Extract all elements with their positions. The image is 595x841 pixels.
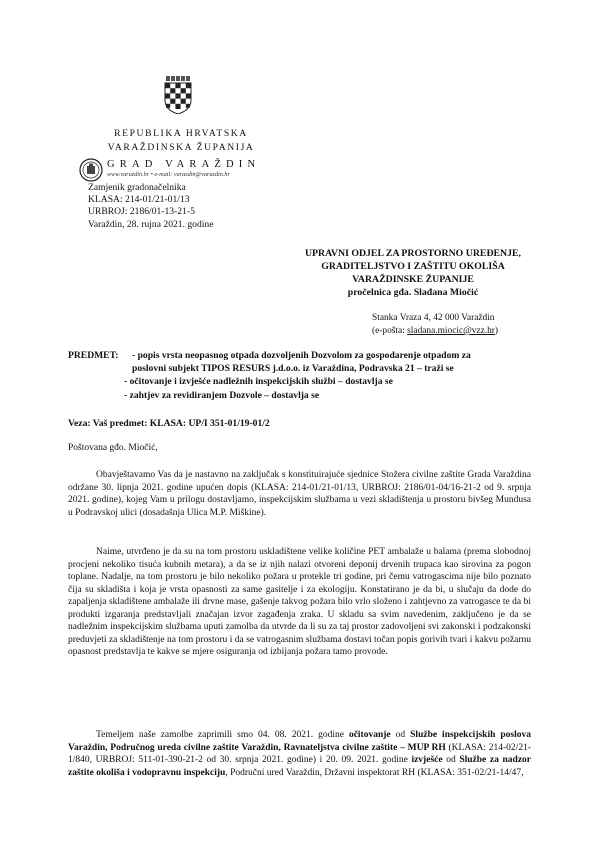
subject-line-3: - očitovanje i izvješće nadležnih inspekcijskih službi – dostavlja se — [124, 376, 393, 388]
croatian-coat-of-arms-icon — [164, 76, 192, 114]
recipient-line-3: VARAŽDINSKE ŽUPANIJE — [352, 274, 474, 285]
city-seal-icon — [79, 158, 103, 182]
p3-part-g: od — [442, 755, 460, 765]
subject-label: PREDMET: — [68, 350, 119, 361]
county-name: VARAŽDINSKA ŽUPANIJA — [107, 142, 255, 153]
subject-line-1 — [68, 349, 538, 362]
p3-part-f: izvješće — [411, 755, 443, 765]
paragraph-1 — [68, 469, 531, 519]
urbroj: URBROJ: 2186/01-13-21-5 — [88, 206, 195, 217]
recipient-address: Stanka Vraza 4, 42 000 Varaždin — [372, 313, 495, 323]
subject-line-4: - zahtjev za revidiranjem Dozvole – dostavlja se — [124, 389, 320, 401]
recipient-line-2: GRADITELJSTVO I ZAŠTITU OKOLIŠA — [321, 261, 505, 272]
paragraph-3 — [68, 729, 531, 779]
p3-part-b: očitovanje — [348, 730, 391, 740]
reference-line: Veza: Vaš predmet: KLASA: UP/I 351-01/19-01/2 — [68, 418, 270, 429]
recipient-email-link[interactable]: sladana.miocic@vzz.hr — [407, 326, 495, 336]
klasa: KLASA: 214-01/21-01/13 — [88, 194, 190, 205]
paragraph-2-text: Naime, utvrđeno je da su na tom prostoru uskladištene velike količine PET ambalaže u balama (prema slobodnoj procjeni nekoliko tisuća kubnih metara), a da se iz njih nalazi otvoreni deponij drvenih trupaca kao sirovina za pogon toplane. Nadalje, na tom prostoru je bilo nekoliko požara u protekle tri godine, pri čemu vatrogascima nije bilo poznato čija su skladišta i koja je vrsta opasnosti za same gasitelje i za ekologiju. Konstatirano je da bi, u slučaju da dode do zapaljenja skladištene ambalaže ili drvne mase, gašenje takvog požara bilo vrlo složeno i zahtjevno za vatrogasce te da bi produkti izgaranja predstavljali značajan izvor zagađenja zraka. U skladu sa svim navedenim, zaključeno je da se nadležnim inspekcijskim službama uputi zamolba da utvrde da li su za taj prostor zadovoljeni svi zakonski i podzakonski preduvjeti za skladištenje na tom prostoru i da se vatrogasnim službama dostavi točan popis gorivih tvari i kakvu požarnu opasnost predstavlja te kakve se mjere osiguranja od izbijanja požara tamo provode. — [68, 547, 531, 657]
sender-office: Zamjenik gradonačelnika — [88, 182, 186, 193]
paragraph-1-text: Obavještavamo Vas da je nastavno na zaključak s konstituirajuće sjednice Stožera civilne zaštite Grada Varaždina održane 30. lipnja 2021. godine upućen dopis (KLASA: 214-01/21-01/13, URBROJ: 2186/01-04/16-21-2 od 9. srpnja 2021. godine), kojeg Vam u prilogu dostavljamo, inspekcijskim službama u vezi skladištenja u prostoru bivšeg Mundusa u Podravskoj ulici (dosadašnja Ulica M.P. Miškine). — [68, 470, 531, 518]
greeting: Poštovana gđo. Miočić, — [68, 443, 158, 453]
recipient-name: pročelnica gđa. Slađana Miočić — [347, 287, 479, 298]
p3-part-i: , Područni ured Varaždin, Državni inspektorat RH (KLASA: 351-02/21-14/47, — [225, 767, 524, 778]
email-prefix: (e-pošta: — [372, 326, 408, 336]
email-suffix: ) — [494, 326, 499, 336]
subject-item-1: - popis vrsta neopasnog otpada dozvoljenih Dozvolom za gospodarenje otpadom za — [132, 350, 471, 361]
p3-part-d: Službe inspekcijskih poslova Varaždin, Područnog ureda civilne zaštite Varaždin, Ravnateljstva civilne zaštite – MUP RH — [68, 730, 531, 753]
place-date: Varaždin, 28. rujna 2021. godine — [88, 219, 214, 230]
recipient-line-1: UPRAVNI ODJEL ZA PROSTORNO UREĐENJE, — [304, 248, 522, 259]
p3-part-c: od — [390, 730, 411, 740]
recipient-email-line — [372, 325, 498, 338]
country-name: REPUBLIKA HRVATSKA — [114, 128, 248, 139]
p3-part-a: Temeljem naše zamolbe zaprimili smo 04. 08. 2021. godine — [96, 730, 349, 740]
city-name: GRAD VARAŽDIN — [107, 159, 261, 170]
paragraph-2 — [68, 546, 531, 659]
p3-part-h: Službe za nadzor zaštite okoliša i vodopravnu inspekciju — [68, 755, 531, 778]
city-contact: www.varazdin.hr • e-mail: varazdin@varazdin.hr — [107, 171, 230, 178]
paragraph-3-text — [68, 729, 531, 779]
p3-part-e: (KLASA: 214-02/21-1/840, URBROJ: 511-01-390-21-2 od 30. srpnja 2021. godine) i 20. 09. 2021. godine — [68, 742, 531, 765]
subject-block — [68, 349, 538, 402]
subject-line-2: poslovni subjekt TIPOS RESURS j.d.o.o. iz Varaždina, Podravska 21 – traži se — [132, 363, 454, 375]
